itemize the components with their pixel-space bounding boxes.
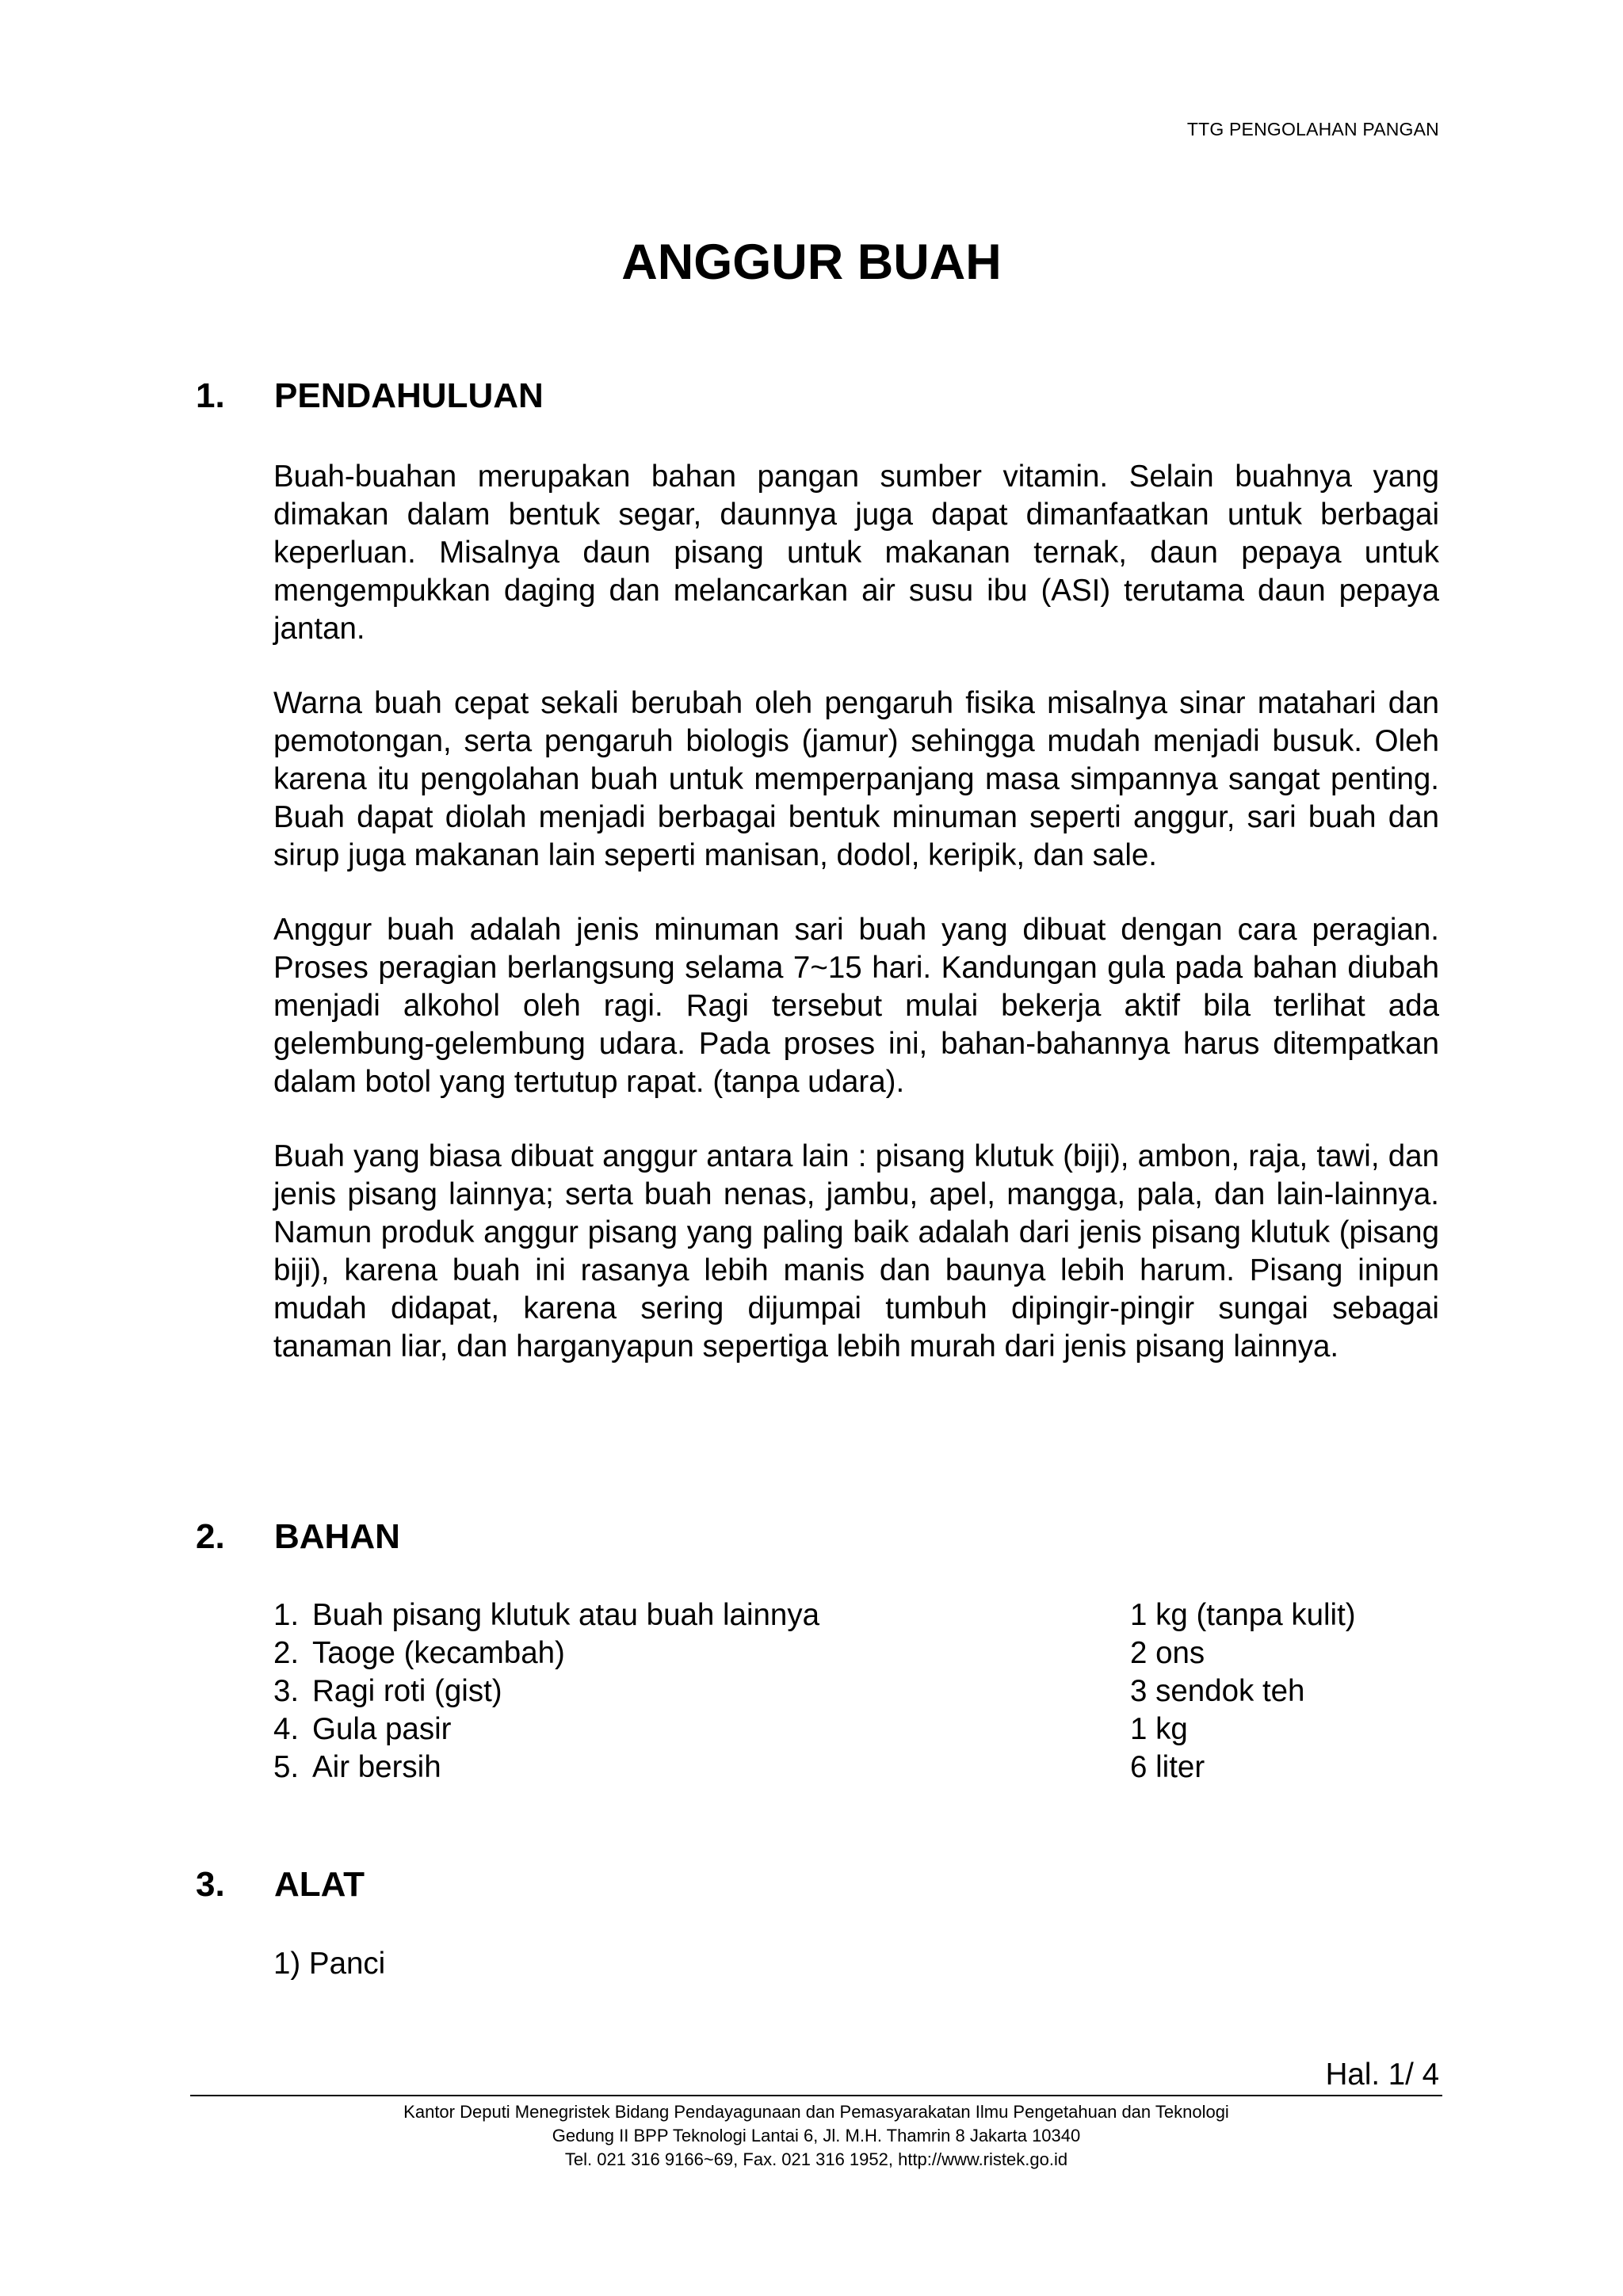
tool-item: 1) Panci xyxy=(273,1947,386,1981)
material-quantity: 2 ons xyxy=(1130,1636,1205,1670)
section-number: 1. xyxy=(196,376,225,415)
footer-office: Kantor Deputi Menegristek Bidang Pendayagunaan dan Pemasyarakatan Ilmu Pengetahuan dan Teknologi xyxy=(403,2102,1229,2122)
section-heading-alat xyxy=(196,1867,365,1902)
paragraph: Buah-buahan merupakan bahan pangan sumber vitamin. Selain buahnya yang dimakan dalam bentuk segar, daunnya juga dapat dimanfaatkan untuk berbagai keperluan. Misalnya daun pisang untuk makanan ternak, daun pepaya untuk mengempukkan daging dan melancarkan air susu ibu (ASI) terutama daun pepaya jantan. xyxy=(273,460,1439,646)
material-number: 1. xyxy=(273,1598,300,1632)
section-title: ALAT xyxy=(274,1865,365,1904)
material-item xyxy=(273,1596,1439,1634)
paragraph: Buah yang biasa dibuat anggur antara lain : pisang klutuk (biji), ambon, raja, tawi, dan jenis pisang lainnya; serta buah nenas, jambu, apel, mangga, pala, dan lain-lainnya. Namun produk anggur pisang yang paling baik adalah dari jenis pisang klutuk (pisang biji), karena buah ini rasanya lebih manis dan baunya lebih harum. Pisang inipun mudah didapat, karena sering dijumpai tumbuh dipingir-pingir sungai sebagai tanaman liar, dan harganyapun sepertiga lebih murah dari jenis pisang lainnya. xyxy=(273,1139,1439,1363)
material-item xyxy=(273,1672,1439,1711)
material-item xyxy=(273,1711,1439,1749)
material-name: Air bersih xyxy=(312,1750,441,1784)
material-name: Buah pisang klutuk atau buah lainnya xyxy=(312,1598,820,1632)
section-number: 3. xyxy=(196,1865,225,1904)
material-item xyxy=(273,1634,1439,1672)
page-number: Hal. 1/ 4 xyxy=(1325,2058,1439,2092)
section-heading-bahan xyxy=(196,1517,400,1556)
material-quantity: 1 kg (tanpa kulit) xyxy=(1130,1598,1356,1632)
material-number: 2. xyxy=(273,1636,300,1670)
paragraph: Warna buah cepat sekali berubah oleh pengaruh fisika misalnya sinar matahari dan pemotongan, serta pengaruh biologis (jamur) sehingga mudah menjadi busuk. Oleh karena itu pengolahan buah untuk memperpanjang masa simpannya sangat penting. Buah dapat diolah menjadi berbagai bentuk minuman seperti anggur, sari buah dan sirup juga makanan lain seperti manisan, dodol, keripik, dan sale. xyxy=(273,686,1439,872)
running-header: TTG PENGOLAHAN PANGAN xyxy=(1186,119,1439,139)
material-quantity: 3 sendok teh xyxy=(1130,1674,1305,1708)
material-name: Gula pasir xyxy=(312,1712,452,1746)
footer-address: Gedung II BPP Teknologi Lantai 6, Jl. M.H. Thamrin 8 Jakarta 10340 xyxy=(552,2126,1081,2145)
section-title: PENDAHULUAN xyxy=(274,376,544,415)
footer-contact: Tel. 021 316 9166~69, Fax. 021 316 1952, http://www.ristek.go.id xyxy=(564,2149,1068,2169)
section-body-pendahuluan xyxy=(273,458,1439,1402)
material-name: Ragi roti (gist) xyxy=(312,1674,502,1708)
material-number: 5. xyxy=(273,1750,300,1784)
material-item xyxy=(273,1749,1439,1787)
footer xyxy=(190,2100,1442,2172)
material-number: 3. xyxy=(273,1674,300,1708)
material-quantity: 6 liter xyxy=(1130,1750,1205,1784)
material-quantity: 1 kg xyxy=(1130,1712,1188,1746)
document-title: ANGGUR BUAH xyxy=(621,235,1002,290)
tools-list xyxy=(273,1945,385,1983)
material-name: Taoge (kecambah) xyxy=(312,1636,565,1670)
section-title: BAHAN xyxy=(274,1517,400,1556)
footer-divider xyxy=(190,2095,1442,2096)
section-number: 2. xyxy=(196,1517,225,1556)
materials-list xyxy=(273,1596,1439,1787)
section-heading-pendahuluan xyxy=(196,376,544,415)
paragraph: Anggur buah adalah jenis minuman sari buah yang dibuat dengan cara peragian. Proses peragian berlangsung selama 7~15 hari. Kandungan gula pada bahan diubah menjadi alkohol oleh ragi. Ragi tersebut mulai bekerja aktif bila terlihat ada gelembung-gelembung udara. Pada proses ini, bahan-bahannya harus ditempatkan dalam botol yang tertutup rapat. (tanpa udara). xyxy=(273,913,1439,1099)
material-number: 4. xyxy=(273,1712,300,1746)
